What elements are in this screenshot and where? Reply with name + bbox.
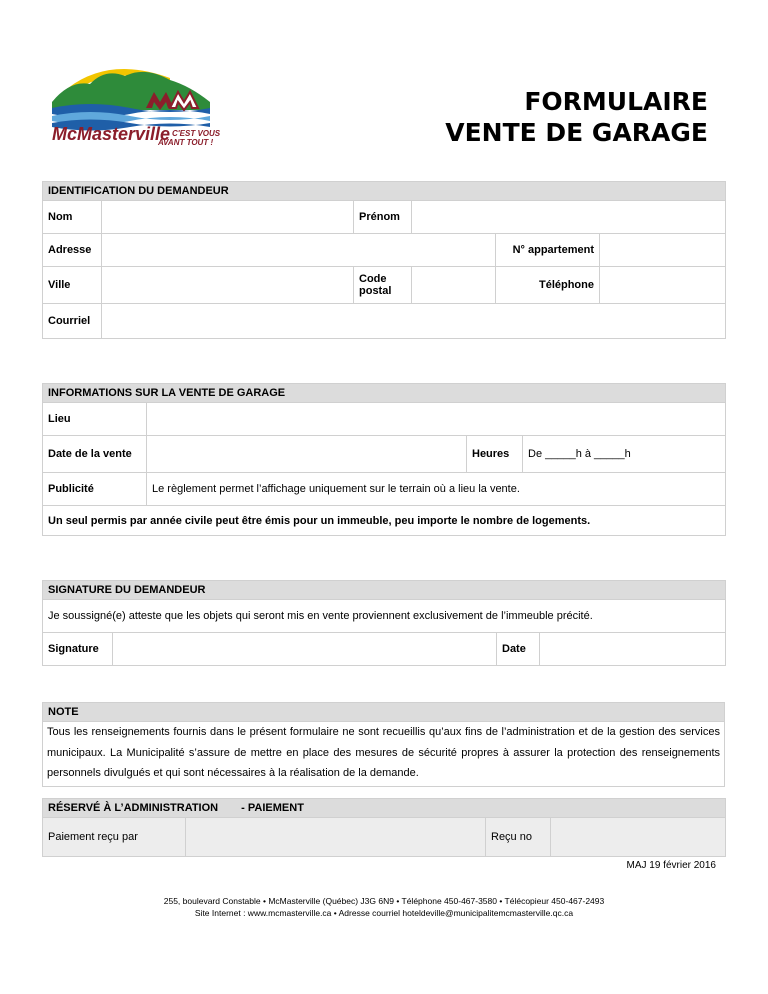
footer [0, 895, 768, 919]
footer-contact: Site Internet : www.mcmasterville.ca • Adresse courriel hoteldeville@municipalitemcmasterville.qc.ca [194, 908, 574, 918]
lieu-field[interactable] [147, 403, 726, 436]
form-title [445, 86, 708, 148]
logo-slogan-1: C'EST VOUS [172, 129, 220, 138]
revision-date: MAJ 19 février 2016 [626, 860, 716, 871]
admin-heading: RÉSERVÉ À L’ADMINISTRATION [48, 802, 219, 814]
nom-label: Nom [43, 201, 102, 234]
logo-graphic [50, 58, 220, 150]
courriel-field[interactable] [102, 304, 726, 339]
appartement-label: N° appartement [496, 234, 600, 267]
attestation-text: Je soussigné(e) atteste que les objets qui seront mis en vente proviennent exclusivement de l’immeuble précité. [43, 600, 726, 633]
lieu-label: Lieu [43, 403, 147, 436]
heures-label: Heures [467, 436, 523, 473]
publicite-text: Le règlement permet l’affichage uniquement sur le terrain où a lieu la vente. [147, 473, 726, 506]
note-text: Tous les renseignements fournis dans le présent formulaire ne sont recueillis qu’aux fins de l’administration et de la gestion des services municipaux. La Municipalité s’assure de mettre en place des mesures de sécurité propres à assurer la protection des renseignements personnels divulgués et qui sont nécessaires à la réalisation de la demande. [43, 722, 725, 787]
ville-label: Ville [43, 267, 102, 304]
heures-field[interactable]: De _____h à _____h [523, 436, 726, 473]
title-line-1: FORMULAIRE [524, 87, 708, 116]
admin-heading-suffix: - PAIEMENT [241, 802, 304, 814]
publicite-label: Publicité [43, 473, 147, 506]
logo-name: McMasterville [52, 124, 171, 144]
paiement-label: Paiement reçu par [43, 818, 186, 857]
date-vente-label: Date de la vente [43, 436, 147, 473]
courriel-label: Courriel [43, 304, 102, 339]
adresse-label: Adresse [43, 234, 102, 267]
signature-heading: SIGNATURE DU DEMANDEUR [43, 581, 726, 600]
identification-heading: IDENTIFICATION DU DEMANDEUR [43, 182, 726, 201]
nom-field[interactable] [102, 201, 354, 234]
appartement-field[interactable] [600, 234, 726, 267]
recu-label: Reçu no [486, 818, 551, 857]
code-postal-label: Code postal [354, 267, 412, 304]
note-section [42, 702, 725, 787]
recu-field[interactable] [551, 818, 726, 857]
prenom-label: Prénom [354, 201, 412, 234]
permis-notice: Un seul permis par année civile peut être émis pour un immeuble, peu importe le nombre de logements. [43, 506, 726, 536]
telephone-field[interactable] [600, 267, 726, 304]
signature-label: Signature [43, 633, 113, 666]
admin-section [42, 798, 726, 857]
ville-field[interactable] [102, 267, 354, 304]
signature-field[interactable] [113, 633, 497, 666]
telephone-label: Téléphone [496, 267, 600, 304]
mcmasterville-logo [50, 58, 220, 150]
signature-section [42, 580, 726, 666]
code-postal-field[interactable] [412, 267, 496, 304]
title-line-2: VENTE DE GARAGE [445, 118, 708, 147]
vente-heading: INFORMATIONS SUR LA VENTE DE GARAGE [43, 384, 726, 403]
date-vente-field[interactable] [147, 436, 467, 473]
footer-address: 255, boulevard Constable • McMasterville (Québec) J3G 6N9 • Téléphone 450-467-3580 • Télécopieur 450-467-2493 [163, 896, 605, 906]
date-signature-field[interactable] [540, 633, 726, 666]
prenom-field[interactable] [412, 201, 726, 234]
vente-section [42, 383, 726, 536]
note-heading: NOTE [43, 703, 725, 722]
adresse-field[interactable] [102, 234, 496, 267]
logo-slogan-2: AVANT TOUT ! [158, 138, 214, 147]
date-signature-label: Date [497, 633, 540, 666]
paiement-field[interactable] [186, 818, 486, 857]
identification-section [42, 181, 726, 339]
